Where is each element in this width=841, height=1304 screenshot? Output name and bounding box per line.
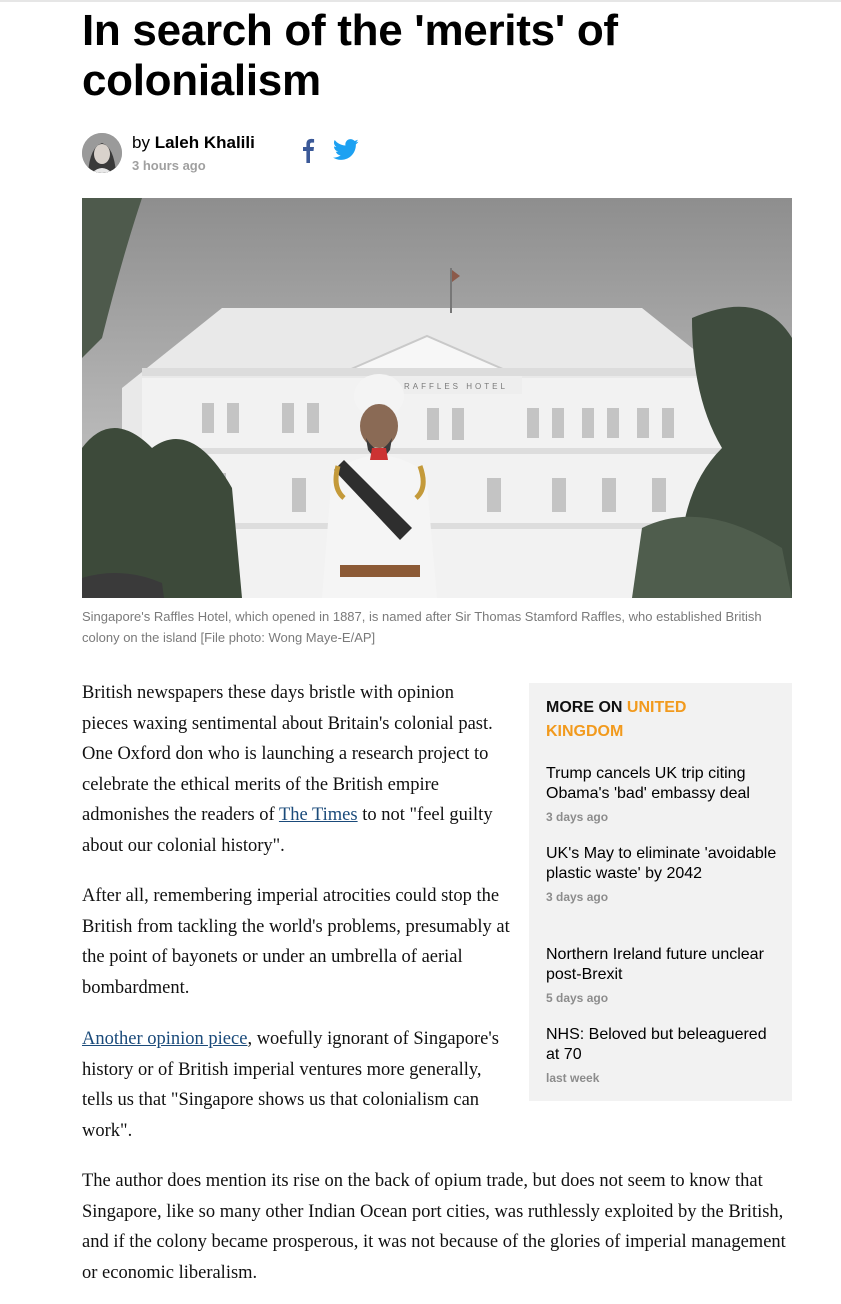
byline [132, 133, 255, 153]
author-name[interactable]: Laleh Khalili [154, 133, 255, 152]
paragraph-text: to not "feel guilty about our colonial history". [82, 805, 493, 856]
article-paragraph [82, 1024, 502, 1146]
article-paragraph: The author does mention its rise on the back of opium trade, but does not seem to know that Singapore, like so many other Indian Ocean port cities, was ruthlessly exploited by the British, and if the colony became prosperous, it was not because of the glories of imperial management or economic liberalism. [82, 1171, 786, 1283]
sidebar-item[interactable] [546, 1025, 781, 1085]
twitter-icon[interactable] [333, 139, 359, 161]
sidebar-item-time: 3 days ago [546, 890, 609, 904]
sidebar-item[interactable] [546, 844, 781, 904]
paragraph-text: , woefully ignorant of Singapore's history or of British imperial ventures more generally, tells us that "Singapore shows us that colonialism can work". [82, 1029, 499, 1141]
hero-image [82, 198, 792, 598]
sidebar-heading [546, 696, 766, 744]
facebook-icon[interactable] [298, 137, 320, 163]
sidebar-item-title[interactable]: Trump cancels UK trip citing Obama's 'bad' embassy deal [546, 765, 750, 802]
publish-time: 3 hours ago [132, 158, 206, 173]
related-sidebar [529, 683, 792, 1101]
sidebar-item-title[interactable]: UK's May to eliminate 'avoidable plastic waste' by 2042 [546, 845, 777, 882]
sidebar-item-time: 3 days ago [546, 810, 609, 824]
article-title: In search of the 'merits' of colonialism [82, 6, 618, 105]
sidebar-item-title[interactable]: NHS: Beloved but beleaguered at 70 [546, 1026, 767, 1063]
sidebar-item-time: last week [546, 1071, 600, 1085]
byline-prefix: by [132, 133, 150, 152]
sidebar-item[interactable] [546, 945, 781, 1005]
sidebar-item-time: 5 days ago [546, 991, 609, 1005]
paragraph-text: British newspapers these days bristle with opinion pieces waxing sentimental about Britain's colonial past. One Oxford don who is launching a research project to celebrate the ethical merits of the British empire admonishes the readers of [82, 683, 493, 825]
sidebar-heading-prefix: MORE ON [546, 699, 623, 716]
top-divider [0, 0, 841, 2]
sidebar-topic-link[interactable]: UNITED KINGDOM [546, 699, 687, 740]
author-avatar[interactable] [82, 133, 122, 173]
opinion-piece-link[interactable]: Another opinion piece [82, 1029, 248, 1049]
article-paragraph: After all, remembering imperial atrocities could stop the British from tackling the world's problems, presumably at the point of bayonets or under an umbrella of aerial bombardment. [82, 886, 510, 998]
the-times-link[interactable]: The Times [278, 805, 358, 825]
image-caption: Singapore's Raffles Hotel, which opened in 1887, is named after Sir Thomas Stamford Raffles, who established British colony on the island [File photo: Wong Maye-E/AP] [82, 609, 762, 645]
hero-sign-text: RAFFLES HOTEL [404, 382, 508, 391]
article-paragraph [82, 678, 502, 861]
sidebar-item-title[interactable]: Northern Ireland future unclear post-Brexit [546, 946, 764, 983]
sidebar-item[interactable] [546, 764, 781, 824]
